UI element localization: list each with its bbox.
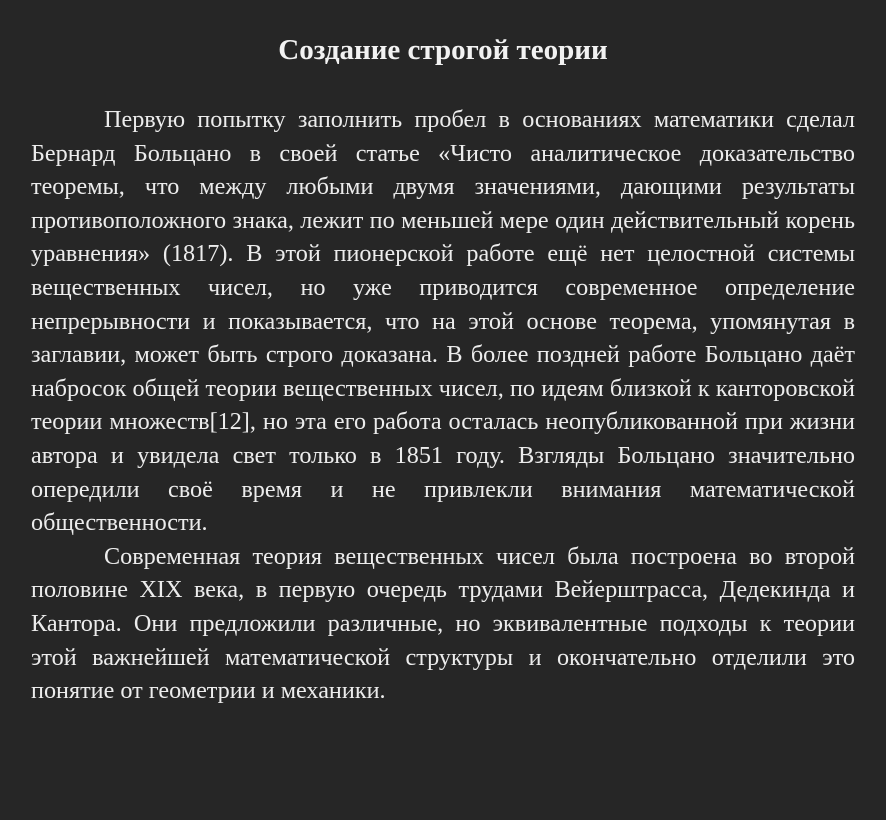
section-title: Создание строгой теории (278, 34, 608, 66)
paragraph-bolzano: Первую попытку заполнить пробел в основаниях математики сделал Бернард Больцано в своей статье «Чисто аналитическое доказательство теоремы, что между любыми двумя значениями, дающими результаты противоположного знака, лежит по меньшей мере один действительный корень уравнения» (1817). В этой пионерской работе ещё нет целостной системы вещественных чисел, но уже приводится современное определение непрерывности и показывается, что на этой основе теорема, упомянутая в заглавии, может быть строго доказана. В более поздней работе Больцано даёт набросок общей теории вещественных чисел, по идеям близкой к канторовской теории множеств[12], но эта его работа осталась неопубликованной при жизни автора и увидела свет только в 1851 году. Взгляды Больцано значительно опередили своё время и не привлекли внимания математической общественности. (31, 106, 855, 537)
paragraph-modern-theory: Современная теория вещественных чисел была построена во второй половине XIX века, в первую очередь трудами Вейерштрасса, Дедекинда и Кантора. Они предложили различные, но эквивалентные подходы к теории этой важнейшей математической структуры и окончательно отделили это понятие от геометрии и механики. (31, 542, 855, 705)
